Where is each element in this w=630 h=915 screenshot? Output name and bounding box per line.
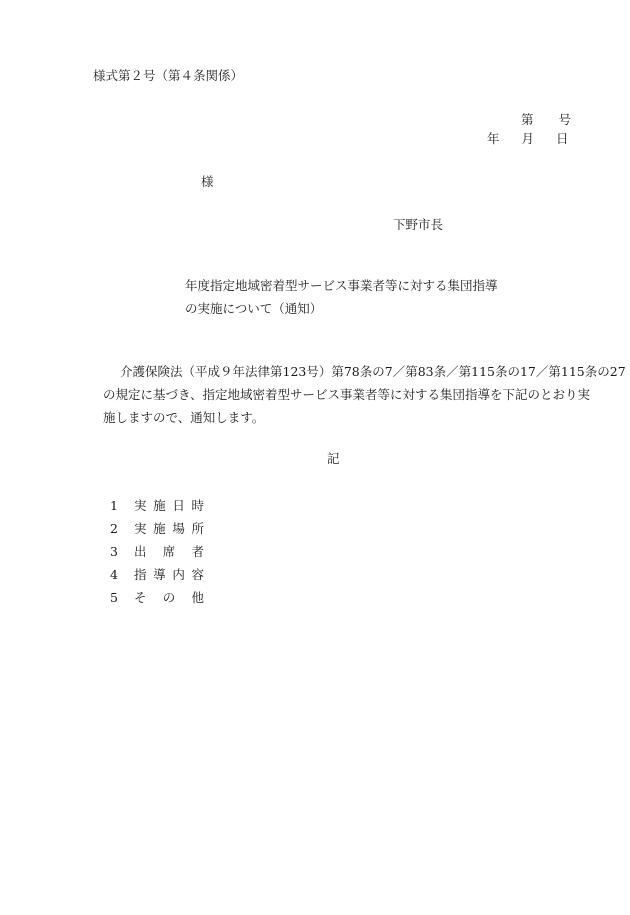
document-title-line-2: の実施について（通知）	[185, 301, 323, 316]
item-label-char: 実	[134, 521, 147, 537]
date-year-label: 年	[487, 131, 500, 146]
document-number	[521, 114, 571, 127]
item-label-char: 指	[134, 567, 147, 583]
item-label-char: 日	[172, 498, 185, 514]
item-label-char: 容	[191, 567, 204, 583]
item-number: 3	[110, 544, 118, 560]
list-item	[110, 495, 204, 518]
addressee: 様	[201, 174, 214, 189]
item-number: 2	[110, 521, 118, 537]
date-month-label: 月	[521, 131, 535, 146]
list-item	[110, 541, 204, 564]
item-label	[134, 569, 204, 582]
sender: 下野市長	[393, 217, 444, 232]
item-number: 5	[110, 590, 118, 606]
item-label-char: 時	[191, 498, 204, 514]
list-item	[110, 518, 204, 541]
form-label: 様式第２号（第４条関係）	[93, 68, 244, 83]
item-label-char: の	[162, 590, 176, 606]
document-title-line-1: 年度指定地域密着型サービス事業者等に対する集団指導	[185, 278, 498, 293]
item-label-char: 実	[134, 498, 147, 514]
item-label-char: そ	[134, 590, 147, 606]
item-label	[134, 500, 204, 513]
item-label	[134, 523, 204, 536]
ki-heading: 記	[327, 451, 340, 466]
body-text-line-3: 施しますので、通知します。	[103, 410, 265, 425]
item-label-char: 場	[172, 521, 185, 537]
list-item	[110, 587, 204, 610]
item-label-char: 者	[191, 544, 204, 560]
item-number: 4	[110, 567, 118, 583]
date-day-label: 日	[556, 131, 569, 146]
item-label-char: 導	[153, 567, 166, 583]
item-label-char: 他	[191, 590, 204, 606]
item-number: 1	[110, 498, 118, 514]
document-date	[487, 133, 569, 146]
item-label-char: 施	[153, 498, 166, 514]
item-label-char: 席	[162, 544, 176, 560]
item-label	[134, 592, 204, 605]
document-number-go: 号	[558, 112, 572, 127]
list-item	[110, 564, 204, 587]
item-label-char: 出	[134, 544, 147, 560]
body-text-line-2: の規定に基づき、指定地域密着型サービス事業者等に対する集団指導を下記のとおり実	[103, 387, 591, 402]
item-label	[134, 546, 204, 559]
item-label-char: 施	[153, 521, 166, 537]
item-label-char: 所	[191, 521, 204, 537]
item-label-char: 内	[172, 567, 185, 583]
document-number-dai: 第	[521, 112, 534, 127]
item-list	[110, 495, 204, 610]
body-text-line-1: 介護保険法（平成９年法律第123号）第78条の7／第83条／第115条の17／第115条の27	[120, 364, 626, 379]
